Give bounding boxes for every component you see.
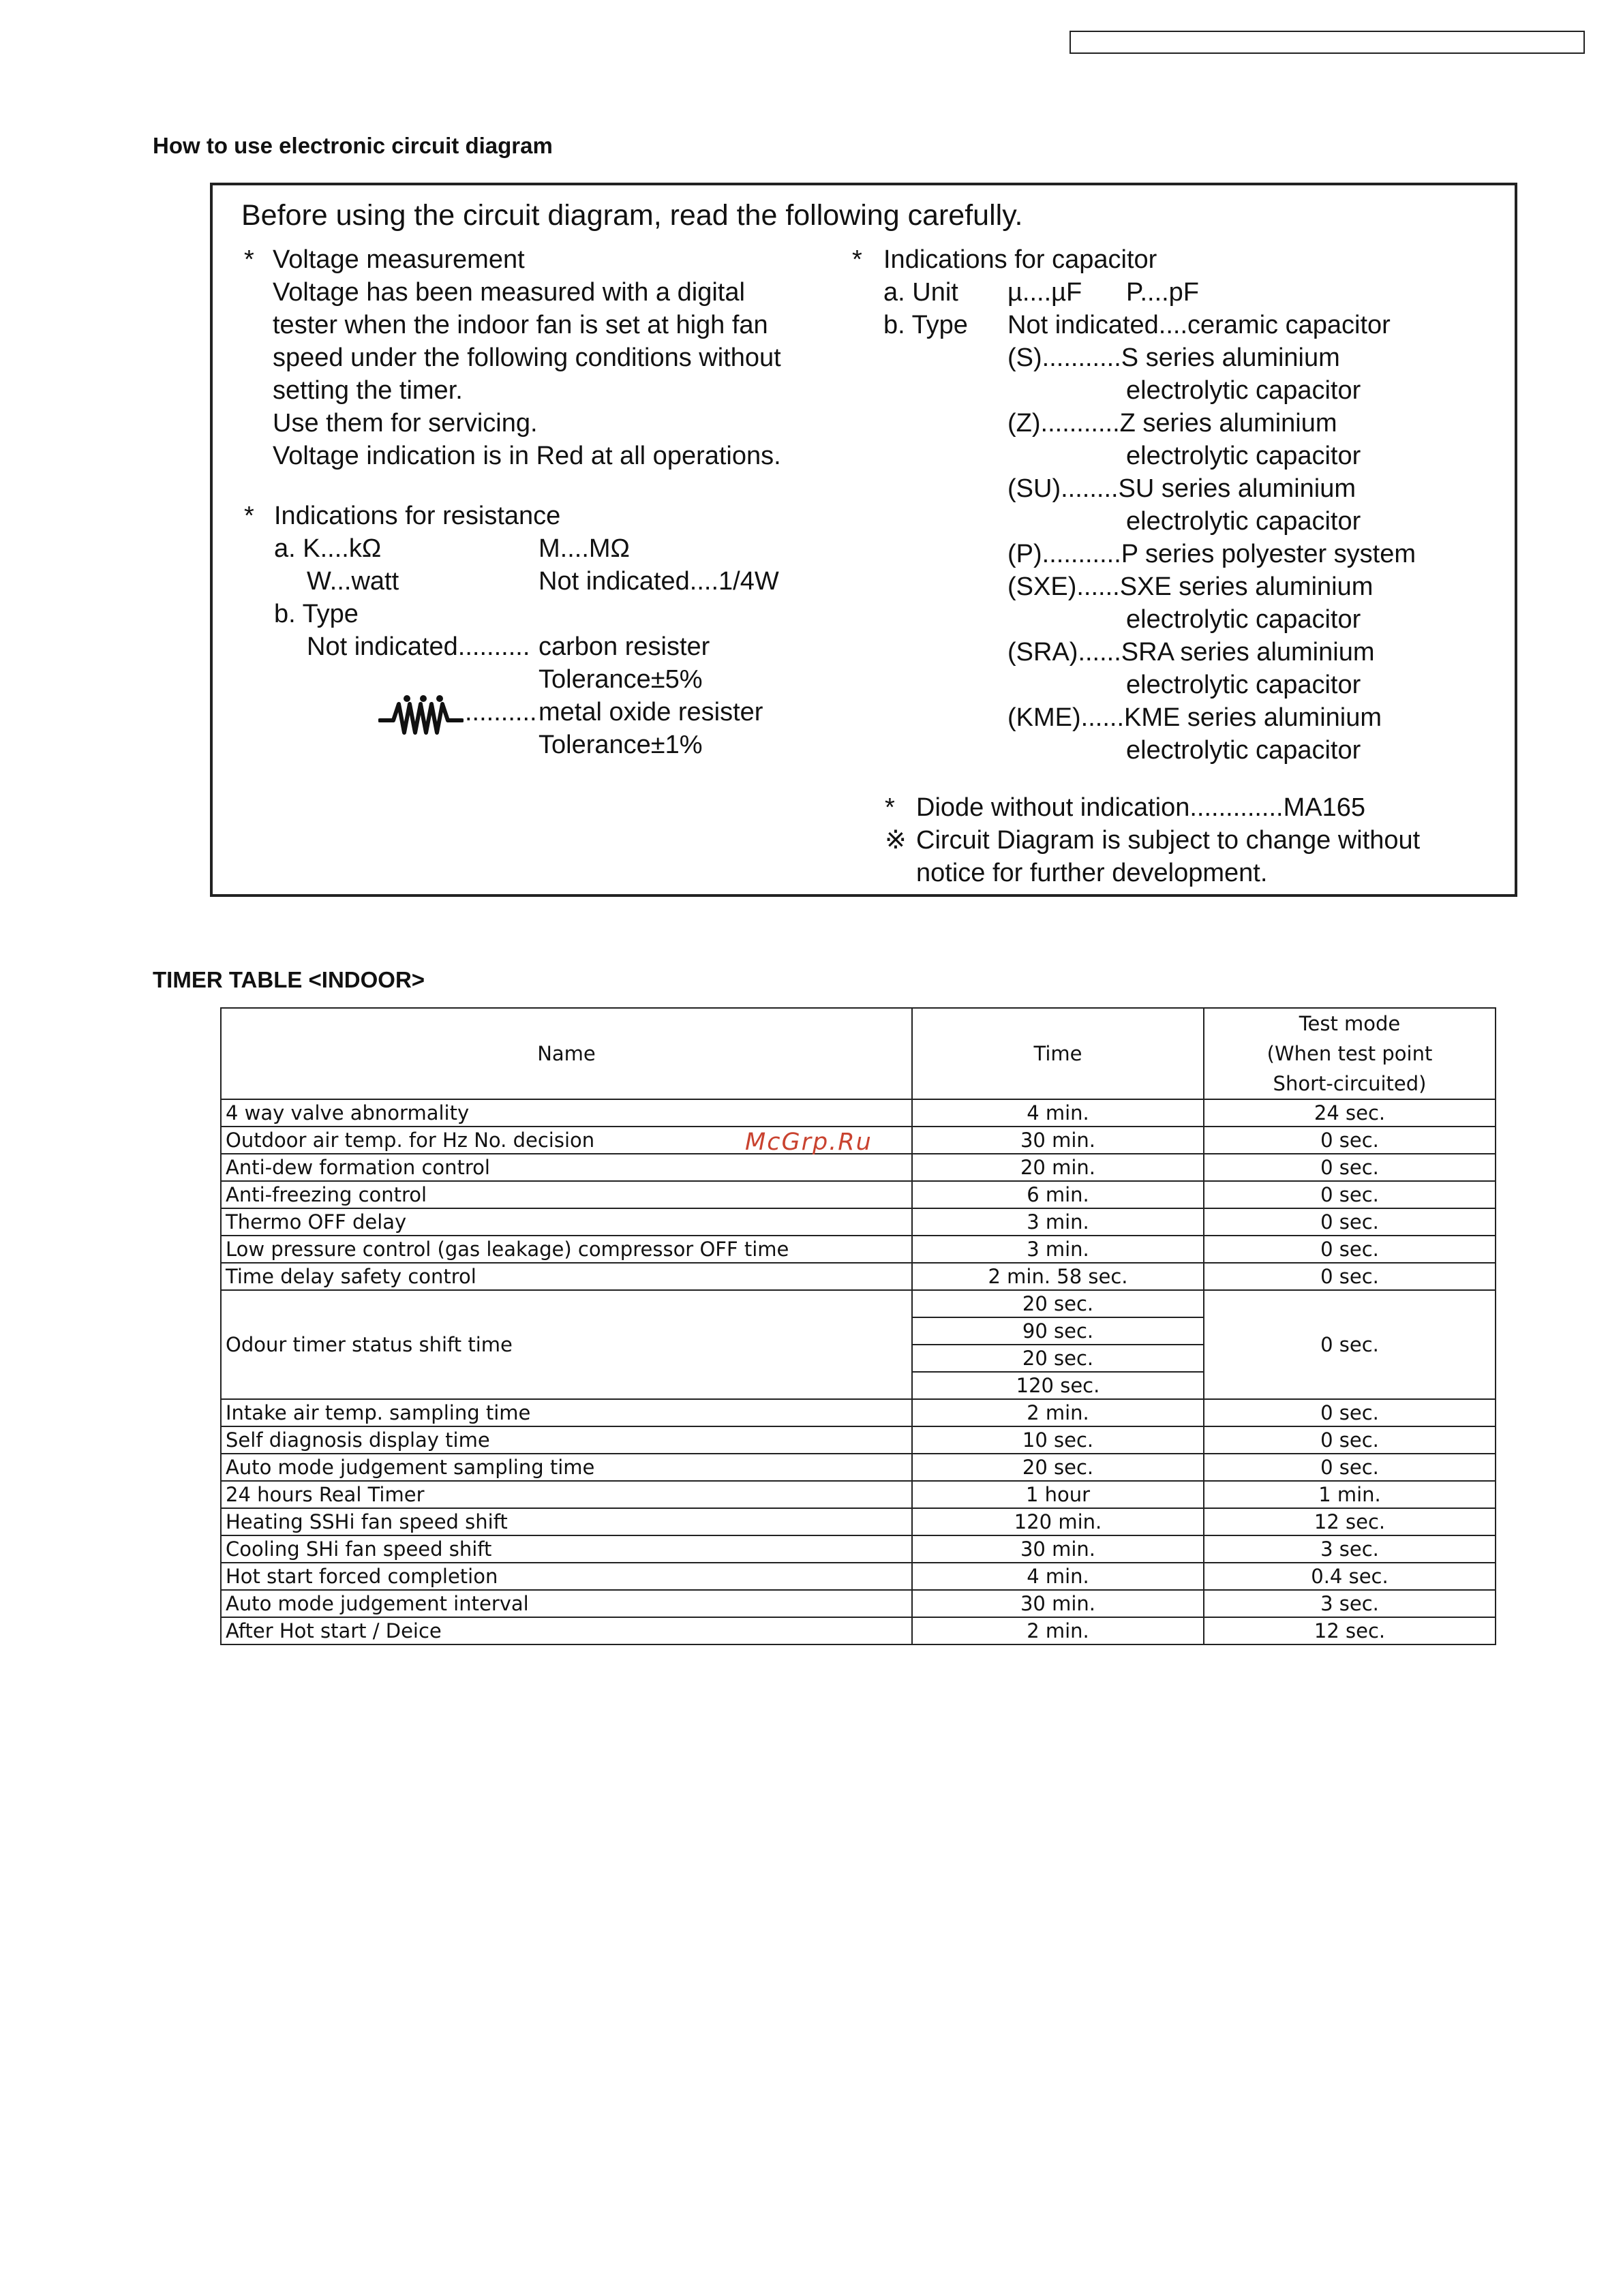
capacitor-type-label: b. Type — [883, 311, 968, 339]
row-name: Anti-freezing control — [221, 1181, 912, 1208]
change-note-line: Circuit Diagram is subject to change without — [916, 826, 1421, 855]
capacitor-type-line: (SU)........SU series aluminium — [1007, 474, 1356, 503]
row-time: 2 min. 58 sec. — [912, 1263, 1204, 1290]
table-row — [221, 1535, 1496, 1563]
table-row — [221, 1181, 1496, 1208]
capacitor-type-line: electrolytic capacitor — [1126, 605, 1361, 634]
circuit-notes-box — [210, 183, 1517, 897]
row-name: Auto mode judgement sampling time — [221, 1454, 912, 1481]
row-name: Cooling SHi fan speed shift — [221, 1535, 912, 1563]
voltage-line: setting the timer. — [273, 376, 463, 405]
row-test-time: 0 sec. — [1204, 1290, 1496, 1399]
row-test-time: 0 sec. — [1204, 1236, 1496, 1263]
row-time: 20 sec. — [912, 1345, 1204, 1372]
resistance-not-indicated: Not indicated.......... — [307, 632, 530, 661]
capacitor-type-line: Not indicated....ceramic capacitor — [1007, 311, 1391, 339]
capacitor-type-line: (S)...........S series aluminium — [1007, 343, 1340, 372]
row-name: Auto mode judgement interval — [221, 1590, 912, 1617]
table-row — [221, 1208, 1496, 1236]
row-time: 30 min. — [912, 1535, 1204, 1563]
row-time: 2 min. — [912, 1399, 1204, 1426]
carbon-resister-label: carbon resister — [539, 632, 710, 661]
row-time: 20 sec. — [912, 1454, 1204, 1481]
capacitor-unit-label: a. Unit — [883, 278, 958, 307]
row-time: 120 min. — [912, 1508, 1204, 1535]
voltage-line: Use them for servicing. — [273, 409, 538, 438]
section-title-timer-table: TIMER TABLE <INDOOR> — [153, 967, 425, 992]
header-time: Time — [912, 1008, 1204, 1099]
table-row — [221, 1590, 1496, 1617]
capacitor-type-line: electrolytic capacitor — [1126, 442, 1361, 470]
row-name: Outdoor air temp. for Hz No. decision — [221, 1127, 912, 1154]
voltage-line: tester when the indoor fan is set at high fan — [273, 311, 768, 339]
row-test-time: 12 sec. — [1204, 1617, 1496, 1644]
capacitor-type-line: (SXE)......SXE series aluminium — [1007, 572, 1374, 601]
row-name: Self diagnosis display time — [221, 1426, 912, 1454]
header-test-line: (When test point — [1266, 1042, 1433, 1065]
header-test-line: Test mode — [1299, 1012, 1401, 1035]
capacitor-type-line: electrolytic capacitor — [1126, 671, 1361, 699]
resistance-title: Indications for resistance — [274, 502, 561, 530]
capacitor-type-line: electrolytic capacitor — [1126, 736, 1361, 765]
row-time: 4 min. — [912, 1563, 1204, 1590]
table-row — [221, 1154, 1496, 1181]
row-name: 4 way valve abnormality — [221, 1099, 912, 1127]
row-name: After Hot start / Deice — [221, 1617, 912, 1644]
row-test-time: 3 sec. — [1204, 1535, 1496, 1563]
row-name: Intake air temp. sampling time — [221, 1399, 912, 1426]
section-title-circuit: How to use electronic circuit diagram — [153, 133, 553, 158]
row-test-time: 0 sec. — [1204, 1399, 1496, 1426]
row-time: 4 min. — [912, 1099, 1204, 1127]
capacitor-unit-pico: P....pF — [1126, 278, 1200, 307]
table-row — [221, 1399, 1496, 1426]
capacitor-type-line: (KME)......KME series aluminium — [1007, 703, 1382, 732]
row-test-time: 0 sec. — [1204, 1208, 1496, 1236]
row-time: 1 hour — [912, 1481, 1204, 1508]
row-time: 3 min. — [912, 1236, 1204, 1263]
capacitor-title: Indications for capacitor — [883, 245, 1157, 274]
row-time: 30 min. — [912, 1127, 1204, 1154]
voltage-line: Voltage has been measured with a digital — [273, 278, 745, 307]
row-test-time: 0 sec. — [1204, 1454, 1496, 1481]
capacitor-type-line: (Z)...........Z series aluminium — [1007, 409, 1337, 438]
voltage-title: Voltage measurement — [273, 245, 525, 274]
row-time: 90 sec. — [912, 1317, 1204, 1345]
header-test-line: Short-circuited) — [1273, 1072, 1427, 1095]
row-name: Time delay safety control — [221, 1263, 912, 1290]
row-time: 30 min. — [912, 1590, 1204, 1617]
header-frame — [1070, 31, 1585, 54]
metal-oxide-resister-label: metal oxide resister — [539, 698, 763, 726]
row-test-time: 0 sec. — [1204, 1263, 1496, 1290]
change-note-line: notice for further development. — [916, 859, 1268, 887]
row-test-time: 0 sec. — [1204, 1181, 1496, 1208]
row-name: Thermo OFF delay — [221, 1208, 912, 1236]
bullet-resistance: * — [244, 502, 254, 530]
resistance-unit-k: a. K....kΩ — [274, 534, 382, 563]
capacitor-type-line: electrolytic capacitor — [1126, 376, 1361, 405]
row-name: Anti-dew formation control — [221, 1154, 912, 1181]
table-row — [221, 1426, 1496, 1454]
table-row — [221, 1617, 1496, 1644]
row-name: Low pressure control (gas leakage) compressor OFF time — [221, 1236, 912, 1263]
voltage-line: speed under the following conditions without — [273, 343, 781, 372]
row-name: 24 hours Real Timer — [221, 1481, 912, 1508]
row-test-time: 3 sec. — [1204, 1590, 1496, 1617]
metal-tolerance: Tolerance±1% — [539, 731, 703, 759]
voltage-line: Voltage indication is in Red at all operations. — [273, 442, 781, 470]
row-test-time: 12 sec. — [1204, 1508, 1496, 1535]
capacitor-type-line: (SRA)......SRA series aluminium — [1007, 638, 1375, 667]
table-row — [221, 1563, 1496, 1590]
metal-oxide-resistor-icon — [378, 690, 464, 738]
table-row — [221, 1454, 1496, 1481]
row-test-time: 0 sec. — [1204, 1127, 1496, 1154]
bullet-voltage: * — [244, 245, 254, 274]
row-time: 20 sec. — [912, 1290, 1204, 1317]
bullet-diode: * — [885, 793, 895, 822]
bullet-change: ※ — [885, 826, 907, 855]
row-test-time: 0 sec. — [1204, 1154, 1496, 1181]
bullet-capacitor: * — [852, 245, 862, 274]
row-time: 10 sec. — [912, 1426, 1204, 1454]
table-row — [221, 1099, 1496, 1127]
row-time: 3 min. — [912, 1208, 1204, 1236]
resistance-default-watt: Not indicated....1/4W — [539, 567, 779, 596]
table-row — [221, 1236, 1496, 1263]
row-time: 120 sec. — [912, 1372, 1204, 1399]
header-test-mode — [1204, 1008, 1496, 1099]
timer-table — [220, 1007, 1496, 1645]
capacitor-type-line: (P)...........P series polyester system — [1007, 540, 1416, 568]
row-time: 20 min. — [912, 1154, 1204, 1181]
resistance-type-label: b. Type — [274, 600, 359, 628]
notes-heading: Before using the circuit diagram, read the following carefully. — [241, 199, 1023, 232]
row-test-time: 0 sec. — [1204, 1426, 1496, 1454]
table-row — [221, 1263, 1496, 1290]
header-name: Name — [221, 1008, 912, 1099]
resistance-unit-w: W...watt — [307, 567, 399, 596]
watermark: McGrp.Ru — [745, 1129, 873, 1156]
diode-note: Diode without indication.............MA165 — [916, 793, 1366, 822]
table-row — [221, 1481, 1496, 1508]
metal-leader-dots: .......... — [465, 698, 537, 726]
row-test-time: 0.4 sec. — [1204, 1563, 1496, 1590]
row-name: Odour timer status shift time — [221, 1290, 912, 1399]
row-time: 6 min. — [912, 1181, 1204, 1208]
capacitor-unit-micro: µ....µF — [1007, 278, 1082, 307]
table-row — [221, 1508, 1496, 1535]
capacitor-type-line: electrolytic capacitor — [1126, 507, 1361, 536]
row-name: Heating SSHi fan speed shift — [221, 1508, 912, 1535]
table-row — [221, 1290, 1496, 1317]
row-test-time: 1 min. — [1204, 1481, 1496, 1508]
row-test-time: 24 sec. — [1204, 1099, 1496, 1127]
row-name: Hot start forced completion — [221, 1563, 912, 1590]
table-header-row — [221, 1008, 1496, 1099]
carbon-tolerance: Tolerance±5% — [539, 665, 703, 694]
resistance-unit-m: M....MΩ — [539, 534, 630, 563]
row-time: 2 min. — [912, 1617, 1204, 1644]
